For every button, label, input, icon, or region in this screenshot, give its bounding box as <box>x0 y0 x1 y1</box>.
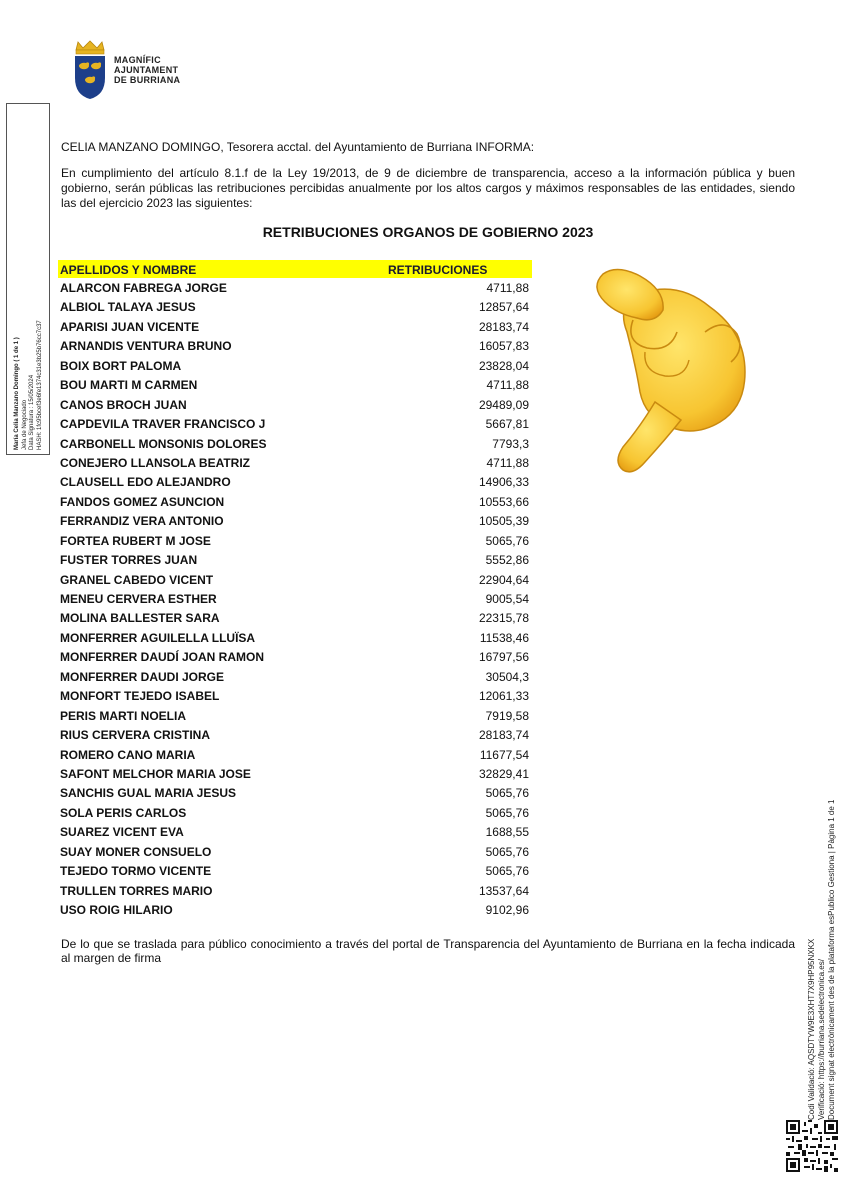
header-amount: RETRIBUCIONES <box>388 263 488 277</box>
table-row <box>58 764 532 783</box>
table-row <box>58 472 532 491</box>
salary-amount: 5065,76 <box>485 533 529 548</box>
salary-amount: 30504,3 <box>485 669 529 684</box>
salary-amount: 28183,74 <box>478 319 529 334</box>
table-row <box>58 492 532 511</box>
table-row <box>58 336 532 355</box>
table-row <box>58 822 532 841</box>
person-name: APARISI JUAN VICENTE <box>60 319 200 334</box>
salary-amount: 12857,64 <box>478 300 529 315</box>
person-name: CARBONELL MONSONIS DOLORES <box>60 436 267 451</box>
signer-role: Jefa de Negociado <box>21 399 28 450</box>
table-row <box>58 803 532 822</box>
salary-amount: 10553,66 <box>478 494 529 509</box>
table-row <box>58 783 532 802</box>
person-name: MONFERRER AGUILELLA LLUÏSA <box>60 630 256 645</box>
salary-amount: 7919,58 <box>485 708 529 723</box>
person-name: SANCHIS GUAL MARIA JESUS <box>60 786 237 801</box>
table-row <box>58 550 532 569</box>
person-name: FANDOS GOMEZ ASUNCION <box>60 494 225 509</box>
salary-amount: 13537,64 <box>478 883 529 898</box>
legal-paragraph: En cumplimiento del artículo 8.1.f de la Ley 19/2013, de 9 de diciembre de transparencia, acceso a la información pública y buen gobierno, serán públicas las retribuciones percibidas anualmente por los altos cargos y máximos responsables de las entidades, siendo las del ejercicio 2023 las siguientes: <box>61 166 795 210</box>
person-name: MENEU CERVERA ESTHER <box>60 592 217 606</box>
header-name: APELLIDOS Y NOMBRE <box>60 263 197 277</box>
table-row <box>58 453 532 472</box>
table-row <box>58 375 532 394</box>
logo-line-1: MAGNÍFIC <box>114 55 161 65</box>
salary-amount: 5065,76 <box>485 844 529 859</box>
table-row <box>58 297 532 316</box>
person-name: TEJEDO TORMO VICENTE <box>60 864 212 879</box>
salary-amount: 11538,46 <box>479 630 529 645</box>
person-name: MONFORT TEJEDO ISABEL <box>60 689 220 704</box>
person-name: RIUS CERVERA CRISTINA <box>60 728 211 743</box>
table-row <box>58 395 532 414</box>
person-name: SAFONT MELCHOR MARIA JOSE <box>60 766 251 781</box>
salary-amount: 29489,09 <box>478 397 529 412</box>
salary-amount: 23828,04 <box>478 358 529 373</box>
salary-amount: 5065,76 <box>485 864 529 879</box>
salary-amount: 22904,64 <box>478 572 529 587</box>
municipal-logo <box>72 40 192 100</box>
coat-of-arms-icon <box>72 40 108 100</box>
table-row <box>58 842 532 861</box>
validation-text <box>807 740 837 1120</box>
salary-amount: 5667,81 <box>485 417 529 432</box>
table-row <box>58 628 532 647</box>
person-name: TRULLEN TORRES MARIO <box>60 883 213 898</box>
person-name: SUAY MONER CONSUELO <box>60 844 212 859</box>
table-row <box>58 900 532 919</box>
salary-amount: 22315,78 <box>478 611 529 626</box>
signature-pages: ( 1 de 1 ) <box>14 337 20 362</box>
pointing-hand-icon <box>585 262 755 482</box>
person-name: GRANEL CABEDO VICENT <box>60 572 214 587</box>
intro-line: CELIA MANZANO DOMINGO, Tesorera acctal. del Ayuntamiento de Burriana INFORMA: <box>61 140 535 154</box>
salary-amount: 28183,74 <box>478 728 529 743</box>
table-row <box>58 589 532 608</box>
table-row <box>58 861 532 880</box>
qr-code-icon <box>786 1120 838 1172</box>
salaries-table <box>58 260 532 919</box>
salary-amount: 5065,76 <box>485 805 529 820</box>
signer-name: María Celia Manzano Domingo <box>14 363 20 450</box>
table-row <box>58 706 532 725</box>
logo-line-2: AJUNTAMENT <box>114 65 179 75</box>
person-name: ARNANDIS VENTURA BRUNO <box>60 339 232 354</box>
validation-url[interactable]: Verificació: https://burriana.sedelectronica.es/ <box>817 959 826 1120</box>
table-row <box>58 531 532 550</box>
validation-note: Document signat electrònicament des de la plataforma esPublico Gestiona | Pàgina 1 de 1 <box>827 799 836 1120</box>
signature-date: Data Signatura : 15/05/2024 <box>29 374 35 450</box>
person-name: FORTEA RUBERT M JOSE <box>60 533 211 548</box>
validation-code: Codi Validació: AQSDTYW9E3XHT7X9HP95NXKX <box>807 938 816 1120</box>
table-row <box>58 881 532 900</box>
person-name: CANOS BROCH JUAN <box>60 397 187 412</box>
table-header <box>58 260 532 278</box>
person-name: ALBIOL TALAYA JESUS <box>60 300 196 315</box>
salary-amount: 32829,41 <box>478 766 529 781</box>
person-name: MONFERRER DAUDI JORGE <box>60 669 225 684</box>
salary-amount: 9005,54 <box>485 592 529 606</box>
table-row <box>58 725 532 744</box>
table-row <box>58 317 532 336</box>
table-row <box>58 570 532 589</box>
signature-box <box>6 103 50 455</box>
person-name: MONFERRER DAUDÍ JOAN RAMON <box>60 650 264 665</box>
person-name: FUSTER TORRES JUAN <box>60 553 198 568</box>
closing-paragraph: De lo que se traslada para público conocimiento a través del portal de Transparencia del Ayuntamiento de Burriana en la fecha indicada al margen de firma <box>61 937 795 965</box>
person-name: FERRANDIZ VERA ANTONIO <box>60 514 224 529</box>
person-name: SOLA PERIS CARLOS <box>60 805 187 820</box>
person-name: SUAREZ VICENT EVA <box>60 825 184 840</box>
person-name: MOLINA BALLESTER SARA <box>60 611 220 626</box>
salary-amount: 10505,39 <box>478 514 529 529</box>
signature-text <box>14 110 44 450</box>
salary-amount: 5552,86 <box>485 553 529 568</box>
person-name: BOIX BORT PALOMA <box>60 358 182 373</box>
salary-amount: 4711,88 <box>486 281 529 295</box>
salary-amount: 1688,55 <box>485 825 529 840</box>
table-row <box>58 278 532 297</box>
person-name: USO ROIG HILARIO <box>60 903 173 917</box>
table-body <box>58 278 532 919</box>
person-name: ROMERO CANO MARIA <box>60 747 196 762</box>
page-title: RETRIBUCIONES ORGANOS DE GOBIERNO 2023 <box>262 224 594 240</box>
signature-hash: HASH: 1fc95bcef3e6fe1374c31e3b25b76cc7c37 <box>36 320 43 450</box>
table-row <box>58 511 532 530</box>
person-name: PERIS MARTI NOELIA <box>60 708 187 723</box>
salary-amount: 12061,33 <box>478 689 529 704</box>
person-name: CLAUSELL EDO ALEJANDRO <box>60 475 231 490</box>
logo-line-3: DE BURRIANA <box>114 75 181 85</box>
person-name: CAPDEVILA TRAVER FRANCISCO J <box>60 417 266 432</box>
salary-amount: 4711,88 <box>486 455 529 470</box>
salary-amount: 4711,88 <box>486 378 529 393</box>
person-name: CONEJERO LLANSOLA BEATRIZ <box>60 455 251 470</box>
table-row <box>58 647 532 666</box>
salary-amount: 9102,96 <box>485 903 529 917</box>
person-name: BOU MARTI M CARMEN <box>60 378 198 393</box>
salary-amount: 11677,54 <box>479 747 529 762</box>
salary-amount: 16797,56 <box>478 650 529 665</box>
logo-wordmark <box>114 55 180 85</box>
table-row <box>58 608 532 627</box>
salary-amount: 7793,3 <box>492 436 529 451</box>
salary-amount: 14906,33 <box>478 475 529 490</box>
table-row <box>58 356 532 375</box>
table-row <box>58 414 532 433</box>
table-row <box>58 745 532 764</box>
table-row <box>58 434 532 453</box>
salary-amount: 16057,83 <box>478 339 529 354</box>
person-name: ALARCON FABREGA JORGE <box>60 281 227 295</box>
table-row <box>58 667 532 686</box>
salary-amount: 5065,76 <box>485 786 529 801</box>
table-row <box>58 686 532 705</box>
